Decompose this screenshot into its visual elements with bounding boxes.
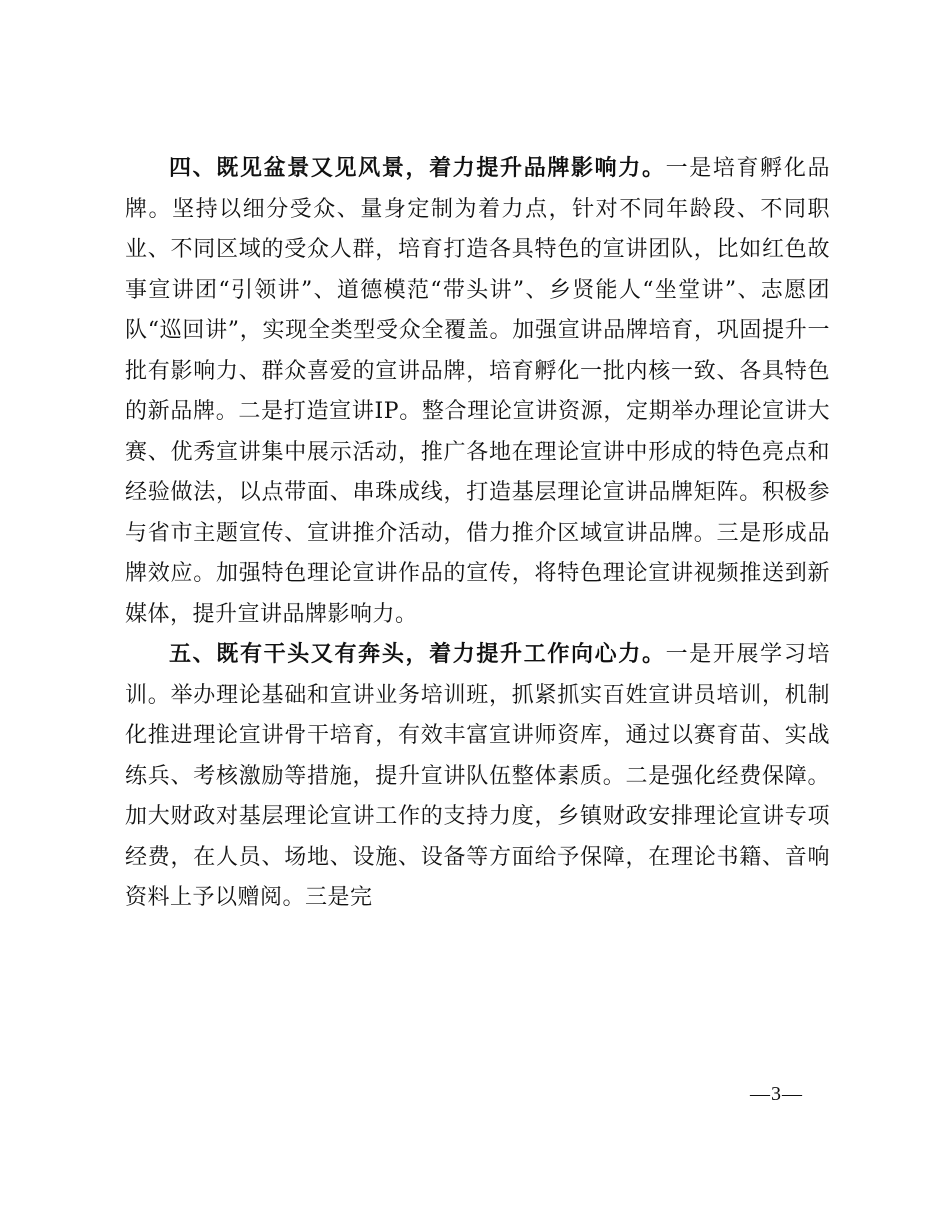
page-number: —3— <box>750 1083 803 1105</box>
paragraph-4-body: 一是培育孵化品牌。坚持以细分受众、量身定制为着力点，针对不同年龄段、不同职业、不同区域的受众人群，培育打造各具特色的宣讲团队，比如红色故事宣讲团“引领讲”、道德模范“带头讲”、乡贤能人“坐堂讲”、志愿团队“巡回讲”，实现全类型受众全覆盖。加强宣讲品牌培育，巩固提升一批有影响力、群众喜爱的宣讲品牌，培育孵化一批内核一致、各具特色的新品牌。二是打造宣讲IP。整合理论宣讲资源，定期举办理论宣讲大赛、优秀宣讲集中展示活动，推广各地在理论宣讲中形成的特色亮点和经验做法，以点带面、串珠成线，打造基层理论宣讲品牌矩阵。积极参与省市主题宣传、宣讲推介活动，借力推介区域宣讲品牌。三是形成品牌效应。加强特色理论宣讲作品的宣传，将特色理论宣讲视频推送到新媒体，提升宣讲品牌影响力。 <box>125 156 830 627</box>
paragraph-4-heading: 四、既见盆景又见风景，着力提升品牌影响力。 <box>169 156 666 181</box>
paragraph-5 <box>125 635 830 919</box>
paragraph-5-body: 一是开展学习培训。举办理论基础和宣讲业务培训班，抓紧抓实百姓宣讲员培训，机制化推进理论宣讲骨干培育，有效丰富宣讲师资库，通过以赛育苗、实战练兵、考核激励等措施，提升宣讲队伍整体素质。二是强化经费保障。加大财政对基层理论宣讲工作的支持力度，乡镇财政安排理论宣讲专项经费，在人员、场地、设施、设备等方面给予保障，在理论书籍、音响资料上予以赠阅。三是完 <box>125 642 830 910</box>
document-body <box>125 149 830 919</box>
paragraph-5-heading: 五、既有干头又有奔头，着力提升工作向心力。 <box>169 642 666 667</box>
paragraph-4 <box>125 149 830 635</box>
